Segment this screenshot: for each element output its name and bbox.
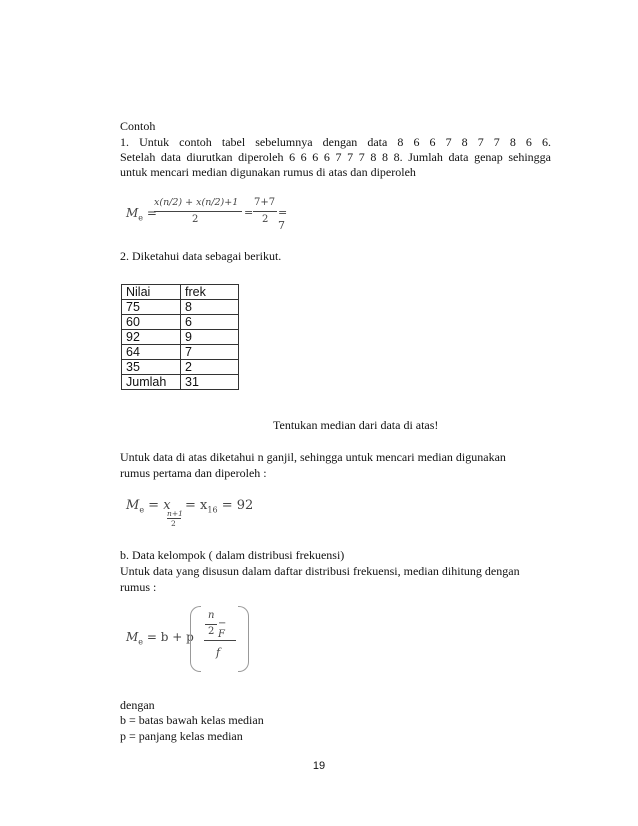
table-cell-frek: 2 [181,360,239,375]
table-cell-frek: 9 [181,330,239,345]
definitions-intro: dengan [120,698,155,712]
table-cell-nilai: Nilai [122,285,181,300]
paragraph-1-line-3: untuk mencari median digunakan rumus di atas dan diperoleh [120,165,416,179]
question: Tentukan median dari data di atas! [273,418,439,432]
table-cell-frek: 7 [181,345,239,360]
table-row [122,330,239,345]
table-cell-nilai: Jumlah [122,375,181,390]
table-cell-nilai: 75 [122,300,181,315]
paragraph-3-line-1: Untuk data di atas diketahui n ganjil, sehingga untuk mencari median digunakan [120,450,506,464]
table-cell-nilai: 92 [122,330,181,345]
table-cell-frek: 31 [181,375,239,390]
median-formula-odd: $M_e = x$ n+1 2 = $x_{16} = 92$ [126,498,254,528]
table-cell-nilai: 64 [122,345,181,360]
median-formula-grouped: $M_e = b + p$ n 2 − F f [126,604,236,672]
median-formula-even: $M_e$ = x(n/2) + x(n/2)+1 2 = 7+7 2 = 7 [126,197,288,232]
table-row [122,360,239,375]
table-row [122,375,239,390]
table-header-row [122,285,239,300]
table-row [122,300,239,315]
table-row [122,315,239,330]
paragraph-1-line-1: 1. Untuk contoh tabel sebelumnya dengan data 8 6 6 7 8 7 7 8 6 6. [120,135,551,149]
table-cell-frek: 6 [181,315,239,330]
page-number: 19 [312,760,326,772]
section-b-line-2: rumus : [120,580,157,594]
table-cell-frek: frek [181,285,239,300]
table-cell-nilai: 60 [122,315,181,330]
section-b-line-1: Untuk data yang disusun dalam daftar distribusi frekuensi, median dihitung dengan [120,564,520,578]
table-cell-nilai: 35 [122,360,181,375]
paragraph-3-line-2: rumus pertama dan diperoleh : [120,466,267,480]
table-cell-frek: 8 [181,300,239,315]
section-b-title: b. Data kelompok ( dalam distribusi frekuensi) [120,548,345,562]
paragraph-1-line-2: Setelah data diurutkan diperoleh 6 6 6 6 7 7 7 8 8 8. Jumlah data genap sehingga [120,150,551,164]
definition-p: p = panjang kelas median [120,729,243,743]
table-row [122,345,239,360]
paragraph-2: 2. Diketahui data sebagai berikut. [120,249,282,263]
heading: Contoh [120,119,156,133]
data-table [121,284,239,390]
definition-b: b = batas bawah kelas median [120,713,264,727]
